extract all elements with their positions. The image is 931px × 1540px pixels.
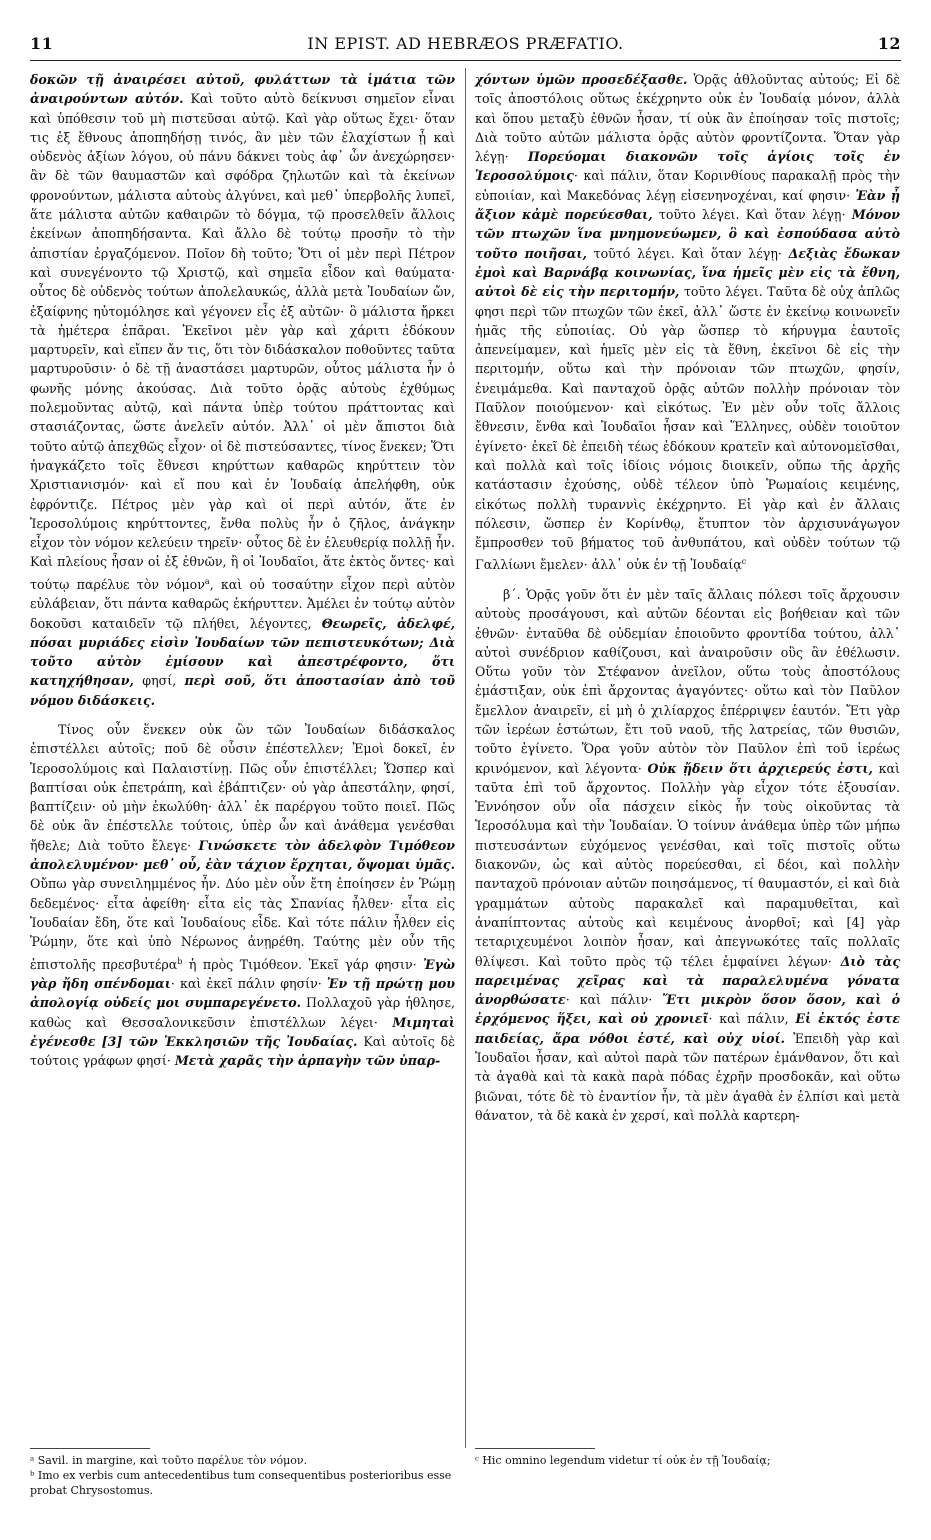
footnote-ref-a: a bbox=[204, 576, 210, 586]
body-text: Οὔπω γὰρ συνειλημμένος ἦν. Δύο μὲν οὖν ἔτη ἐποίησεν ἐν Ῥώμῃ δεδεμένος· εἶτα ἀφείθη· εἶτα εἰς τὰς Σπανίας ἦλθεν· εἶτα εἰς Ἰουδαίαν ἔδη, ὅτε καὶ Ἰουδαίους εἶδε. Καὶ τότε πάλιν ἦλθεν εἰς Ῥώμην, ὅτε καὶ ὑπὸ Νέρωνος ἀνῃρέθη. Ταύτης μὲν οὖν τῆς ἐπιστολῆς πρεσβυτέρα bbox=[30, 876, 455, 972]
body-text: Τίνος οὖν ἕνεκεν οὐκ ὢν τῶν Ἰουδαίων διδάσκαλος ἐπιστέλλει αὐτοῖς; ποῦ δὲ οὖσιν ἐπέστελλεν; Ἐμοὶ δοκεῖ, ἐν Ἱεροσολύμοις καὶ Παλαιστίνῃ. Πῶς οὖν ἐπιστέλλει; Ὥσπερ καὶ βαπτίσαι οὐκ ἐπετράπη, καὶ ἐβάπτιζεν· οὐ γὰρ ἀπεστάλην, φησί, βαπτίζειν· οὐ μὴν ἐκωλύθη· ἀλλ᾽ ἐκ παρέργου τοῦτο ποιεῖ. Πῶς δὲ οὐκ ἂν ἐπέστελλε τούτοις, ὑπὲρ ὧν καὶ ἀνάθεμα γενέσθαι ἤθελε; Διὰ τοῦτο ἔλεγε· bbox=[30, 721, 455, 853]
scripture-quote: Μόνον τῶν πτωχῶν ἵνα μνημονεύωμεν, ὃ καὶ ἐσπούδασα αὐτὸ τοῦτο ποιῆσαι, bbox=[475, 207, 900, 261]
scripture-quote: Διὸ τὰς παρειμένας χεῖρας καὶ τὰ παραλελυμένα γόνατα ἀνορθώσατε bbox=[475, 953, 900, 1008]
left-paragraph-2 bbox=[30, 720, 455, 1071]
body-text: τοῦτο λέγει. Ταῦτα δὲ οὐχ ἁπλῶς φησι περὶ τῶν πτωχῶν τῶν ἐκεῖ, ἀλλ᾽ ὥστε ἐν ἐκείνῳ κοινωνεῖν ἡμᾶς τῆς εὐποιίας. Οὐ γὰρ ὥσπερ τὸ κήρυγμα ἑαυτοῖς ἀπενείμαμεν, καὶ ἡμεῖς μὲν εἰς τὰ ἔθνη, ἐκεῖνοι δὲ εἰς τὴν περιτομήν, οὕτω καὶ τὴν πρόνοιαν τῶν πτωχῶν, φησίν, ἐνειμάμεθα. Καὶ πανταχοῦ ὁρᾷς αὐτῶν πολλὴν πρόνοιαν τὸν Παῦλον ποιούμενον· καὶ εἰκότως. Ἐν μὲν οὖν τοῖς ἄλλοις ἔθνεσιν, ἔνθα καὶ Ἰουδαῖοι ἦσαν καὶ Ἕλληνες, οὐδὲν τοιοῦτον ἐγίνετο· ἐκεῖ δὲ ἐπειδὴ τέως ἐδόκουν κρατεῖν καὶ αὐτονομεῖσθαι, καὶ πολλὰ καὶ τοῖς ἰδίοις νόμοις διοικεῖν, οὔπω τῆς ἀρχῆς κατάστασιν ἐχούσης, οὐδὲ τέλεον ὑπὸ Ῥωμαίοις κειμένης, εἰκότως πολλὴ τυραννὶς ἐκέχρηντο. Εἰ γὰρ καὶ ἐν ἄλλαις πόλεσιν, ὥσπερ ἐν Κορίνθῳ, ἔτυπτον τὸν ἀρχισυνάγωγον ἔμπροσθεν τοῦ βήματος τοῦ ἀνθυπάτου, καὶ οὐδὲν τούτων τῷ Γαλλίωνι ἔμελεν· ἀλλ᾽ οὐκ ἐν τῇ Ἰουδαίᾳ bbox=[475, 284, 900, 573]
footnote-rule-right bbox=[475, 1448, 595, 1449]
body-text: ἡ πρὸς Τιμόθεον. Ἐκεῖ γάρ φησιν· bbox=[188, 956, 417, 972]
scripture-quote: Ἐὰν ᾖ ἄξιον κἀμὲ πορεύεσθαι, bbox=[475, 187, 900, 223]
scripture-quote: Μιμηταὶ ἐγένεσθε [3] τῶν Ἐκκλησιῶν τῆς Ἰουδαίας. bbox=[30, 1014, 455, 1049]
footnote-a: ᵃ Savil. in margine, καὶ τοῦτο παρέλυε τὸν νόμον. bbox=[30, 1454, 308, 1467]
scripture-quote: Πορεύομαι διακονῶν τοῖς ἁγίοις τοῖς ἐν Ἱεροσολύμοις bbox=[475, 149, 901, 184]
page-number-left: 11 bbox=[30, 34, 54, 53]
body-text: · καὶ πάλιν, bbox=[708, 1011, 789, 1027]
scripture-quote: Μετὰ χαρᾶς τὴν ἁρπαγὴν τῶν ὑπαρ- bbox=[174, 1053, 441, 1069]
body-text: · καὶ ἐκεῖ πάλιν φησίν· bbox=[170, 976, 322, 992]
running-title: IN EPIST. AD HEBRÆOS PRÆFATIO. bbox=[307, 34, 624, 53]
footnote-c: ᶜ Hic omnino legendum videtur τί οὐκ ἐν τῇ Ἰουδαίᾳ; bbox=[475, 1454, 771, 1467]
column-divider bbox=[465, 68, 466, 1448]
footnote-ref-b: b bbox=[177, 956, 183, 966]
scripture-quote: Γινώσκετε τὸν ἀδελφὸν Τιμόθεον ἀπολελυμένον· μεθ᾽ οὗ, ἐὰν τάχιον ἔρχηται, ὄψομαι ὑμᾶς. bbox=[30, 837, 455, 873]
body-text: καὶ ταῦτα ἐπὶ τοῦ ἄρχοντος. Πολλὴν γὰρ εἶχον τότε ἐξουσίαν. Ἐννόησον οὖν οἷα πάσχειν εἰκὸς ἦν τοὺς οἰκοῦντας τὰ Ἱεροσόλυμα καὶ τὴν Ἰουδαίαν. Ὁ τοίνυν ἀνάθεμα ὑπὲρ τῶν μήπω πιστευσάντων εὐχόμενος γενέσθαι, καὶ τοῖς πιστοῖς οὕτω διακονῶν, ὡς καὶ αὐτὸς πορεύεσθαι, εἰ δέοι, καὶ πολλὴν πανταχοῦ πρόνοιαν αὐτῶν ποιησάμενος, τί θαυμαστόν, εἰ καὶ διὰ γραμμάτων αὐτοὺς παρακαλεῖ καὶ παραμυθεῖται, καὶ ἀναπίπτοντας αὐτοὺς καὶ κειμένους ἀνορθοῖ; καὶ [4] γὰρ τεταριχευμένοι λοιπὸν ἦσαν, καὶ ἀπεγνωκότες ταῖς πολλαῖς θλίψεσι. Καὶ τοῦτο πρὸς τῷ τέλει ἐμφαίνει λέγων· bbox=[475, 760, 900, 969]
right-column bbox=[475, 70, 900, 1125]
body-text: · καὶ πάλιν, ὅταν Κορινθίους παρακαλῇ πρὸς τὴν εὐποιίαν, καὶ Μακεδόνας λέγῃ εἰσενηνοχέναι, καί φησιν· bbox=[475, 168, 900, 203]
scripture-quote: Δεξιὰς ἔδωκαν ἐμοὶ καὶ Βαρνάβᾳ κοινωνίας, ἵνα ἡμεῖς μὲν εἰς τὰ ἔθνη, αὐτοὶ δὲ εἰς τὴν περιτομήν, bbox=[475, 245, 900, 300]
scripture-quote: Ἔτι μικρὸν ὅσον ὅσον, καὶ ὁ ἐρχόμενος ἥξει, καὶ οὐ χρονιεῖ bbox=[475, 992, 900, 1027]
footnotes-left bbox=[30, 1453, 455, 1498]
scripture-quote: Θεωρεῖς, ἀδελφέ, πόσαι μυριάδες εἰσὶν Ἰουδαίων τῶν πεπιστευκότων; Διὰ τοῦτο αὐτὸν ἐμίσουν καὶ ἀπεστρέφοντο, ὅτι κατηχήθησαν, bbox=[30, 615, 455, 689]
scripture-quote: Οὐκ ᾔδειν ὅτι ἀρχιερεύς ἐστι, bbox=[647, 760, 873, 776]
body-text: · καὶ πάλιν· bbox=[565, 992, 653, 1008]
left-column bbox=[30, 70, 455, 1071]
right-paragraph-1 bbox=[475, 70, 900, 575]
scripture-quote: περὶ σοῦ, ὅτι ἀποστασίαν ἀπὸ τοῦ νόμου διδάσκεις. bbox=[30, 673, 455, 708]
body-text: Πολλαχοῦ γὰρ ἠθλησε, καθὼς καὶ Θεσσαλονικεῦσιν ἐπιστέλλων λέγει· bbox=[30, 995, 455, 1030]
scripture-quote: Εἰ ἐκτός ἐστε παιδείας, ἄρα νόθοι ἐστέ, καὶ οὐχ υἱοί. bbox=[475, 1011, 900, 1046]
body-text: Καὶ αὐτοῖς δὲ τούτοις γράφων φησί· bbox=[30, 1033, 455, 1069]
scripture-quote: χόντων ὑμῶν προσεδέξασθε. bbox=[475, 72, 688, 87]
header-rule bbox=[30, 60, 901, 61]
page-header bbox=[30, 34, 901, 58]
body-text: Ὁρᾷς γοῦν ὅτι ἐν μὲν ταῖς ἄλλαις πόλεσι τοῖς ἄρχουσιν αὐτοὺς προσάγουσι, καὶ αὐτῶν δέονται εἰς βοήθειαν καὶ τῶν ἐθνῶν· ἐνταῦθα δὲ οὐδεμίαν ἐποιοῦντο φροντίδα τούτου, ἀλλ᾽ αὐτοὶ συνέδριον καθίζουσι, καὶ ἀναιροῦσιν οὓς ἂν ἐθέλωσιν. Οὕτω γοῦν τὸν Στέφανον ἀνεῖλον, οὕτω τοὺς ἀποστόλους ἐμάστιξαν, οὐκ ἐπὶ ἄρχοντας ἀγαγόντες· οὕτω καὶ τὸν Παῦλον ἔμελλον ἀναιρεῖν, εἰ μὴ ὁ χιλίαρχος ἐπέρριψεν ἑαυτόν. Ἔτι γὰρ τῶν ἱερέων ἑστώτων, ἔτι τοῦ ναοῦ, τῆς λατρείας, τῶν θυσιῶν, τοῦτο ἐγίνετο. Ὅρα γοῦν αὐτὸν τὸν Παῦλον ἐπὶ τοῦ ἱερέως κρινόμενον, καὶ λέγοντα· bbox=[475, 586, 900, 776]
scripture-quote: Ἐγὼ γὰρ ἤδη σπένδομαι bbox=[30, 956, 455, 992]
scripture-quote: Ἐν τῇ πρώτῃ μου ἀπολογίᾳ οὐδείς μοι συμπαρεγένετο. bbox=[30, 976, 455, 1011]
page-number-right: 12 bbox=[877, 34, 901, 53]
right-paragraph-2 bbox=[475, 585, 900, 1125]
left-paragraph-1 bbox=[30, 70, 455, 710]
footnote-rule-left bbox=[30, 1448, 150, 1449]
footnotes-right bbox=[475, 1453, 900, 1468]
body-text: Καὶ τοῦτο αὐτὸ δείκνυσι σημεῖον εἶναι καὶ ὑπόθεσιν τοῦ μὴ πιστεῦσαι αὐτῷ. Καὶ γὰρ οὕτως ἔχει· ὅταν τις ἐξ ἔθνους ἀποπηδήσῃ τινός, ἂν μὲν τῶν ἐλαχίστων ᾖ καὶ οὐδενὸς ἀξίων λόγου, οὐ πάνυ δάκνει τοὺς ἀφ᾽ ὧν ἀνεχώρησεν· ἂν δὲ τῶν θαυμαστῶν καὶ σφόδρα ζηλωτῶν καὶ τὰ ἐκείνων φρονούντων, μάλιστα αὐτοὺς ἀλγύνει, καὶ μεθ᾽ ὑπερβολῆς λυπεῖ, ἅτε μάλιστα αὐτῶν καθαιρῶν τὸ δόγμα, τῷ προσελθεῖν ἄλλοις ἐκείνων ἀποπηδήσαντα. Καὶ ἄλλο δὲ τούτῳ προσῆν τὸ τὴν ἀπιστίαν ἐργαζόμενον. Ποῖον δὴ τοῦτο; Ὅτι οἱ μὲν περὶ Πέτρον καὶ συνεγένοντο τῷ Χριστῷ, καὶ σημεῖα εἶδον καὶ θαύματα· οὗτος δὲ οὐδενὸς τούτων ἀπολελαυκώς, ἀλλὰ μετὰ Ἰουδαίων ὤν, ἐξαίφνης ηὐτομόλησε καὶ γέγονεν εἷς ἐξ αὐτῶν· ὃ μάλιστα ἤρκει τὰ ἡμέτερα ἐπᾶραι. Ἐκεῖνοι μὲν γὰρ καὶ χάριτι ἐδόκουν μαρτυρεῖν, καὶ εἴπεν ἄν τις, ὅτι τὸν διδάσκαλον ποθοῦντες ταῦτα μαρτυροῦσιν· ὁ δὲ τῇ ἀναστάσει μαρτυρῶν, οὗτος μάλιστα ἦν ὁ φωνῆς μόνης ἀκούσας. Διὰ τοῦτο ὁρᾷς αὐτοὺς ἐχθύμως πολεμοῦντας αὐτῷ, καὶ πάντα ὑπὲρ τούτου πράττοντας καὶ στασιάζοντας, ὥστε ἀνελεῖν αὐτόν. Ἀλλ᾽ οἱ μὲν ἄπιστοι διὰ τοῦτο αὐτῷ ἀπεχθῶς εἶχον· οἱ δὲ πιστεύσαντες, τίνος ἕνεκεν; Ὅτι ἠναγκάζετο τοῖς ἔθνεσι κηρύττων καθαρῶς κηρύττειν τὸν Χριστιανισμόν· καὶ εἴ που καὶ ἐν Ἰουδαίᾳ ἀπελήφθη, οὐκ ἐφρόντιζε. Πέτρος μὲν γὰρ καὶ οἱ περὶ αὐτόν, ἅτε ἐν Ἱεροσολύμοις κηρύττοντες, ἔνθα πολὺς ἦν ὁ ζῆλος, ἀνάγκην εἶχον τὸν νόμον κελεύειν τηρεῖν· οὗτος δὲ ἐν ἐλευθερίᾳ πολλῇ ἦν. Καὶ πλείους ἦσαν οἱ ἐξ ἐθνῶν, ἢ οἱ Ἰουδαῖοι, ἅτε ἐκτὸς ὄντες· καὶ τούτῳ παρέλυε τὸν νόμον bbox=[30, 91, 455, 592]
section-number: β΄. bbox=[503, 586, 521, 602]
body-text: Ὁρᾷς ἀθλοῦντας αὐτούς; Εἰ δὲ τοῖς ἀποστόλοις οὕτως ἐκέχρηντο οὐκ ἐν Ἰουδαίᾳ μόνον, ἀλλὰ καὶ ὅπου μεταξὺ ἐθνῶν ἦσαν, τί οὐκ ἂν ἐποίησαν τοῖς πιστοῖς; Διὰ τοῦτο αὐτῶν μάλιστα ὁρᾷς αὐτὸν φροντίζοντα. Ὅταν γὰρ λέγῃ· bbox=[475, 72, 900, 165]
footnote-b: ᵇ Imo ex verbis cum antecedentibus tum consequentibus posterioribus esse probat Chrysostomus. bbox=[30, 1469, 452, 1497]
scripture-quote: δοκῶν τῇ ἀναιρέσει αὐτοῦ, φυλάττων τὰ ἱμάτια τῶν ἀναιρούντων αὐτόν. bbox=[30, 72, 455, 107]
body-text: τοῦτο λέγει. Καὶ ὅταν λέγῃ· bbox=[658, 207, 846, 223]
footnote-ref-c: c bbox=[741, 557, 747, 567]
body-text: φησί, bbox=[142, 673, 177, 689]
body-text: τοῦτό λέγει. Καὶ ὅταν λέγῃ· bbox=[593, 245, 782, 261]
body-text: Ἐπειδὴ γὰρ καὶ Ἰουδαῖοι ἦσαν, καὶ αὐτοὶ παρὰ τῶν πατέρων ἐμάνθανον, ὅτι καὶ τὰ ἀγαθὰ καὶ τὰ κακὰ παρὰ πόδας ἐχρῆν προσδοκᾶν, καὶ οὕτω βιῶναι, τότε δὲ τὸ ἐναντίον ἦν, τὰ μὲν ἀγαθὰ ἐν ἐλπίσι καὶ μετὰ θάνατον, τὰ δὲ κακὰ ἐν χερσί, καὶ πολλὰ καρτερη- bbox=[475, 1030, 900, 1123]
body-text: , καὶ οὐ τοσαύτην εἶχον περὶ αὐτὸν εὐλάβειαν, ὅτι πάντα καθαρῶς ἐκήρυττεν. Ἀμέλει ἐν τούτῳ αὐτὸν δοκοῦσι καταιδεῖν τῷ πλήθει, λέγοντες, bbox=[30, 576, 455, 631]
